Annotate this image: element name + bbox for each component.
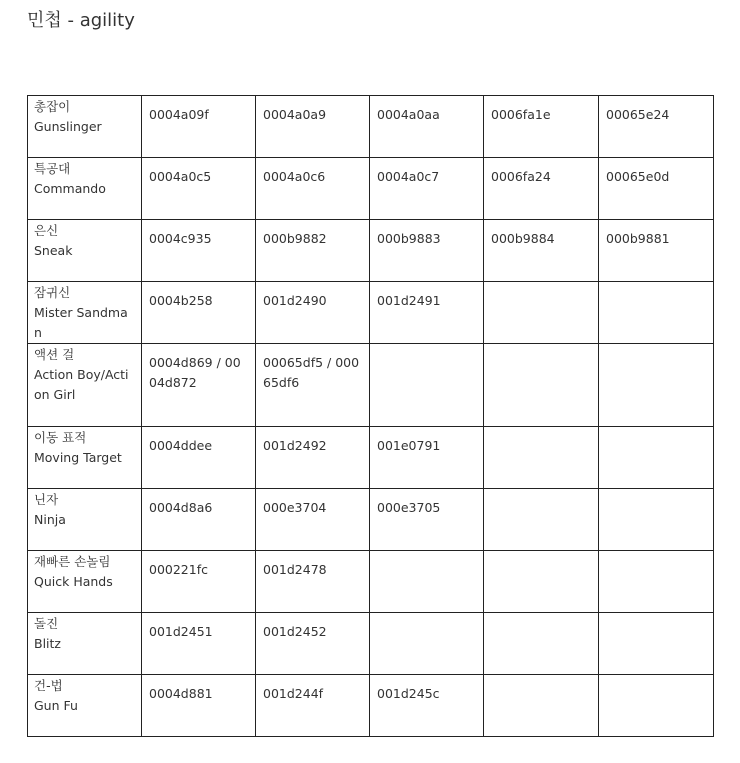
page-title: 민첩 - agility bbox=[27, 10, 135, 31]
perk-name-english: Ninja bbox=[34, 512, 66, 527]
perk-rank-id-cell: 0004d881 bbox=[142, 675, 256, 737]
table-row bbox=[28, 344, 714, 427]
perk-name-cell bbox=[28, 427, 142, 489]
perk-rank-id-cell: 000221fc bbox=[142, 551, 256, 613]
perk-rank-id-cell: 0004d8a6 bbox=[142, 489, 256, 551]
perk-rank-id-cell bbox=[484, 282, 599, 344]
perk-name-korean: 잠귀신 bbox=[34, 285, 71, 300]
perk-rank-id-cell: 000b9882 bbox=[256, 220, 370, 282]
perk-rank-id-cell: 0004a0c5 bbox=[142, 158, 256, 220]
perk-name-english: Gunslinger bbox=[34, 119, 102, 134]
perk-rank-id-cell bbox=[484, 613, 599, 675]
perk-name-english: Gun Fu bbox=[34, 698, 78, 713]
perk-rank-id-cell: 0004d869 / 0004d872 bbox=[142, 344, 256, 427]
perk-rank-id-cell bbox=[599, 613, 714, 675]
perk-rank-id-cell bbox=[599, 489, 714, 551]
perk-rank-id-cell bbox=[484, 489, 599, 551]
perk-name-korean: 건-법 bbox=[34, 678, 63, 693]
perk-rank-id-cell: 0004b258 bbox=[142, 282, 256, 344]
perk-rank-id-cell bbox=[599, 551, 714, 613]
perk-rank-id-cell bbox=[599, 675, 714, 737]
perk-rank-id-cell: 000b9881 bbox=[599, 220, 714, 282]
perk-rank-id-cell: 001d2452 bbox=[256, 613, 370, 675]
perk-rank-id-cell: 0004a0c7 bbox=[370, 158, 484, 220]
perk-name-english: Action Boy/Action Girl bbox=[34, 367, 129, 402]
perk-rank-id-cell: 0004a0a9 bbox=[256, 96, 370, 158]
perk-rank-id-cell: 0004c935 bbox=[142, 220, 256, 282]
perk-rank-id-cell bbox=[370, 613, 484, 675]
perk-rank-id-cell: 00065e0d bbox=[599, 158, 714, 220]
perk-name-cell bbox=[28, 489, 142, 551]
perk-rank-id-cell bbox=[599, 282, 714, 344]
perk-name-korean: 은신 bbox=[34, 223, 59, 238]
perk-rank-id-cell bbox=[484, 675, 599, 737]
perk-rank-id-cell: 0006fa24 bbox=[484, 158, 599, 220]
perk-rank-id-cell: 000b9884 bbox=[484, 220, 599, 282]
perk-rank-id-cell: 001d2478 bbox=[256, 551, 370, 613]
perk-rank-id-cell bbox=[599, 344, 714, 427]
perk-name-korean: 총잡이 bbox=[34, 99, 71, 114]
perk-rank-id-cell: 001d2492 bbox=[256, 427, 370, 489]
perk-name-english: Quick Hands bbox=[34, 574, 113, 589]
perk-name-english: Moving Target bbox=[34, 450, 122, 465]
perk-table-body bbox=[28, 96, 714, 737]
perk-name-cell bbox=[28, 675, 142, 737]
perk-name-english: Blitz bbox=[34, 636, 61, 651]
perk-rank-id-cell bbox=[484, 551, 599, 613]
perk-table bbox=[27, 95, 714, 737]
perk-rank-id-cell: 0004a09f bbox=[142, 96, 256, 158]
table-row bbox=[28, 613, 714, 675]
table-row bbox=[28, 282, 714, 344]
perk-name-cell bbox=[28, 344, 142, 427]
perk-rank-id-cell: 001d2451 bbox=[142, 613, 256, 675]
perk-rank-id-cell: 0004a0aa bbox=[370, 96, 484, 158]
perk-name-korean: 특공대 bbox=[34, 161, 71, 176]
perk-rank-id-cell: 0004a0c6 bbox=[256, 158, 370, 220]
perk-name-korean: 액션 걸 bbox=[34, 347, 75, 362]
perk-name-korean: 돌진 bbox=[34, 616, 59, 631]
perk-rank-id-cell: 000b9883 bbox=[370, 220, 484, 282]
perk-name-korean: 이동 표적 bbox=[34, 430, 87, 445]
perk-rank-id-cell: 001d245c bbox=[370, 675, 484, 737]
perk-rank-id-cell bbox=[370, 344, 484, 427]
perk-rank-id-cell: 000e3705 bbox=[370, 489, 484, 551]
perk-rank-id-cell: 0004ddee bbox=[142, 427, 256, 489]
perk-name-english: Commando bbox=[34, 181, 106, 196]
perk-name-korean: 재빠른 손놀림 bbox=[34, 554, 111, 569]
perk-name-korean: 닌자 bbox=[34, 492, 59, 507]
perk-rank-id-cell bbox=[370, 551, 484, 613]
perk-rank-id-cell bbox=[484, 344, 599, 427]
perk-name-cell bbox=[28, 282, 142, 344]
perk-rank-id-cell: 000e3704 bbox=[256, 489, 370, 551]
table-row bbox=[28, 158, 714, 220]
perk-name-english: Mister Sandman bbox=[34, 305, 128, 340]
perk-name-english: Sneak bbox=[34, 243, 73, 258]
table-row bbox=[28, 427, 714, 489]
perk-name-cell bbox=[28, 96, 142, 158]
perk-name-cell bbox=[28, 551, 142, 613]
table-row bbox=[28, 220, 714, 282]
perk-rank-id-cell: 00065df5 / 00065df6 bbox=[256, 344, 370, 427]
perk-name-cell bbox=[28, 220, 142, 282]
perk-rank-id-cell bbox=[599, 427, 714, 489]
perk-rank-id-cell: 00065e24 bbox=[599, 96, 714, 158]
perk-rank-id-cell: 001d244f bbox=[256, 675, 370, 737]
perk-rank-id-cell: 001e0791 bbox=[370, 427, 484, 489]
perk-rank-id-cell bbox=[484, 427, 599, 489]
perk-rank-id-cell: 001d2491 bbox=[370, 282, 484, 344]
table-row bbox=[28, 551, 714, 613]
perk-name-cell bbox=[28, 158, 142, 220]
perk-name-cell bbox=[28, 613, 142, 675]
table-row bbox=[28, 489, 714, 551]
table-row bbox=[28, 96, 714, 158]
table-row bbox=[28, 675, 714, 737]
perk-rank-id-cell: 001d2490 bbox=[256, 282, 370, 344]
perk-rank-id-cell: 0006fa1e bbox=[484, 96, 599, 158]
